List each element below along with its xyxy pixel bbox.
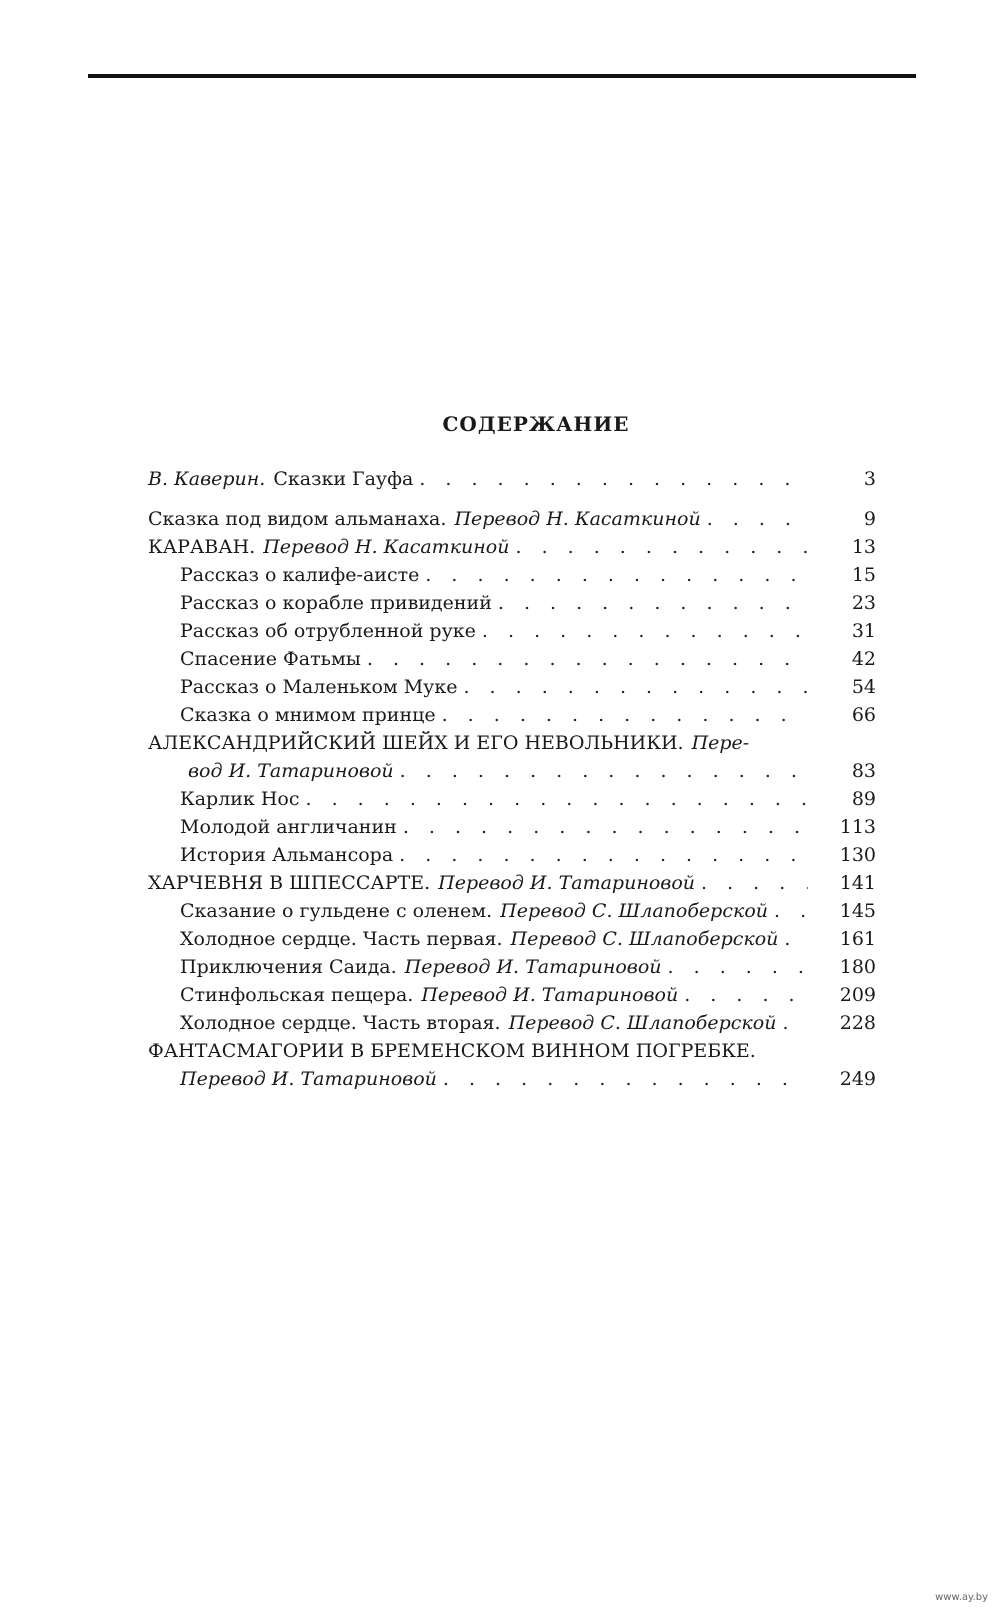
toc-entry — [148, 505, 876, 533]
toc-entry-title — [180, 561, 419, 589]
dot-leader — [515, 533, 808, 561]
toc-entry — [148, 589, 876, 617]
toc-entry — [148, 785, 876, 813]
toc-entry-page: 15 — [851, 564, 876, 586]
toc-entry-page: 113 — [839, 816, 876, 838]
toc-entry-title — [180, 953, 662, 981]
toc-entry — [148, 533, 876, 561]
toc-entry-page: 130 — [839, 844, 876, 866]
dot-leader — [684, 981, 808, 1009]
toc-entry-name: КАРАВАН. — [148, 536, 256, 558]
dot-leader — [419, 465, 808, 493]
toc-entry-title — [148, 869, 695, 897]
dot-leader — [784, 925, 808, 953]
toc-entry — [148, 981, 876, 1009]
toc-entry-page: 42 — [851, 648, 876, 670]
toc-entry-title — [148, 465, 413, 493]
toc-entry-name: Сказка под видом альманаха. — [148, 508, 447, 530]
dot-leader — [425, 561, 808, 589]
dot-leader — [400, 757, 808, 785]
toc-entry — [148, 953, 876, 981]
toc-entry-title — [180, 897, 768, 925]
toc-entry-title — [180, 841, 393, 869]
toc-entry — [148, 925, 876, 953]
toc-entry — [148, 1037, 876, 1065]
toc-entry-name: Рассказ об отрубленной руке — [180, 620, 476, 642]
toc-entry — [148, 1065, 876, 1093]
toc-entry — [148, 813, 876, 841]
toc-entry — [148, 1009, 876, 1037]
toc-entry-translator: Перевод И. Татариновой — [404, 956, 662, 978]
toc-entry-name: Холодное сердце. Часть первая. — [180, 928, 503, 950]
toc-entry-name: Стинфольская пещера. — [180, 984, 414, 1006]
dot-leader — [707, 505, 808, 533]
dot-leader — [782, 1009, 808, 1037]
toc-entry — [148, 841, 876, 869]
dot-leader — [367, 645, 808, 673]
toc-entry-title — [180, 617, 476, 645]
dot-leader — [463, 673, 808, 701]
toc-entry-title — [180, 673, 457, 701]
toc-entry-page: 89 — [851, 788, 876, 810]
dot-leader — [442, 701, 808, 729]
toc-entry-title — [180, 701, 436, 729]
toc-entry-title — [180, 981, 678, 1009]
toc-entry-title — [180, 925, 778, 953]
dot-leader — [701, 869, 808, 897]
toc-entry-page: 3 — [863, 468, 876, 490]
toc-entry-name: Сказание о гульдене с оленем. — [180, 900, 493, 922]
dot-leader — [498, 589, 808, 617]
toc-entry-name: ФАНТАСМАГОРИИ В БРЕМЕНСКОМ ВИННОМ ПОГРЕБКЕ. — [148, 1040, 756, 1062]
toc-entry-translator: Перевод С. Шлапоберской — [500, 900, 768, 922]
toc-entry-name: ХАРЧЕВНЯ В ШПЕССАРТЕ. — [148, 872, 431, 894]
toc-entry-title — [148, 1037, 756, 1065]
toc-entry-name: Рассказ о корабле привидений — [180, 592, 492, 614]
toc-entry — [148, 561, 876, 589]
toc-entry — [148, 673, 876, 701]
toc-entry-name: Спасение Фатьмы — [180, 648, 361, 670]
toc-entry-page: 228 — [839, 1012, 876, 1034]
toc-entry — [148, 617, 876, 645]
toc-entry-name: Приключения Саида. — [180, 956, 397, 978]
toc-entry-title — [148, 533, 509, 561]
toc-entry-name: Сказки Гауфа — [273, 468, 414, 490]
toc-entry — [148, 897, 876, 925]
dot-leader — [443, 1065, 808, 1093]
toc-entry-page: 13 — [851, 536, 876, 558]
toc-entry-page: 180 — [839, 956, 876, 978]
toc-entry — [148, 869, 876, 897]
toc-entry-page: 9 — [863, 508, 876, 530]
toc-entry-page: 54 — [851, 676, 876, 698]
toc-entry-page: 145 — [839, 900, 876, 922]
dot-leader — [306, 785, 809, 813]
toc-entry-page: 249 — [839, 1068, 876, 1090]
toc-entry-translator: Перевод Н. Касаткиной — [454, 508, 701, 530]
toc-entry-name: Рассказ о калифе-аисте — [180, 564, 420, 586]
toc-entry-title — [180, 1065, 437, 1093]
toc-entry-page: 66 — [851, 704, 876, 726]
toc-entry-title — [148, 505, 701, 533]
toc-entry-translator: Перевод С. Шлапоберской — [508, 1012, 777, 1034]
watermark: www.ay.by — [935, 1592, 988, 1603]
toc-entry-title — [148, 729, 749, 757]
toc-entry — [148, 645, 876, 673]
toc-entry-name: Карлик Нос — [180, 788, 300, 810]
toc-entry — [148, 465, 876, 493]
dot-leader — [482, 617, 808, 645]
toc-entry-title — [188, 757, 394, 785]
dot-leader — [399, 841, 808, 869]
toc-entry-name: Рассказ о Маленьком Муке — [180, 676, 458, 698]
dot-leader — [774, 897, 808, 925]
page-title: СОДЕРЖАНИЕ — [442, 412, 630, 436]
toc-entry-title — [180, 1009, 776, 1037]
dot-leader — [668, 953, 808, 981]
toc-entry-name: История Альмансора — [180, 844, 394, 866]
toc-entry-page: 141 — [839, 872, 876, 894]
table-of-contents — [148, 465, 876, 1093]
toc-entry-name: Молодой англичанин — [180, 816, 397, 838]
toc-entry-name: Холодное сердце. Часть вторая. — [180, 1012, 501, 1034]
toc-entry — [148, 729, 876, 757]
top-rule — [88, 74, 916, 78]
toc-entry-name: Сказка о мнимом принце — [180, 704, 436, 726]
toc-entry-page: 161 — [839, 928, 876, 950]
dot-leader — [403, 813, 808, 841]
toc-entry-title — [180, 645, 361, 673]
toc-entry-translator: Перевод Н. Касаткиной — [263, 536, 510, 558]
toc-entry-translator: Перевод С. Шлапоберской — [510, 928, 779, 950]
toc-entry-translator: Перевод И. Татариновой — [421, 984, 679, 1006]
toc-entry-author: В. Каверин. — [148, 468, 266, 490]
toc-entry-translator: вод И. Татариновой — [188, 760, 394, 782]
toc-entry-page: 23 — [851, 592, 876, 614]
toc-entry-page: 31 — [851, 620, 876, 642]
toc-entry-title — [180, 785, 300, 813]
toc-entry-translator: Пере- — [691, 732, 750, 754]
toc-entry-name: АЛЕКСАНДРИЙСКИЙ ШЕЙХ И ЕГО НЕВОЛЬНИКИ. — [148, 732, 684, 754]
toc-entry-translator: Перевод И. Татариновой — [180, 1068, 437, 1090]
toc-entry-page: 209 — [839, 984, 876, 1006]
toc-entry — [148, 757, 876, 785]
toc-entry — [148, 701, 876, 729]
toc-entry-title — [180, 813, 397, 841]
toc-entry-title — [180, 589, 492, 617]
toc-entry-page: 83 — [851, 760, 876, 782]
toc-entry-translator: Перевод И. Татариновой — [438, 872, 696, 894]
